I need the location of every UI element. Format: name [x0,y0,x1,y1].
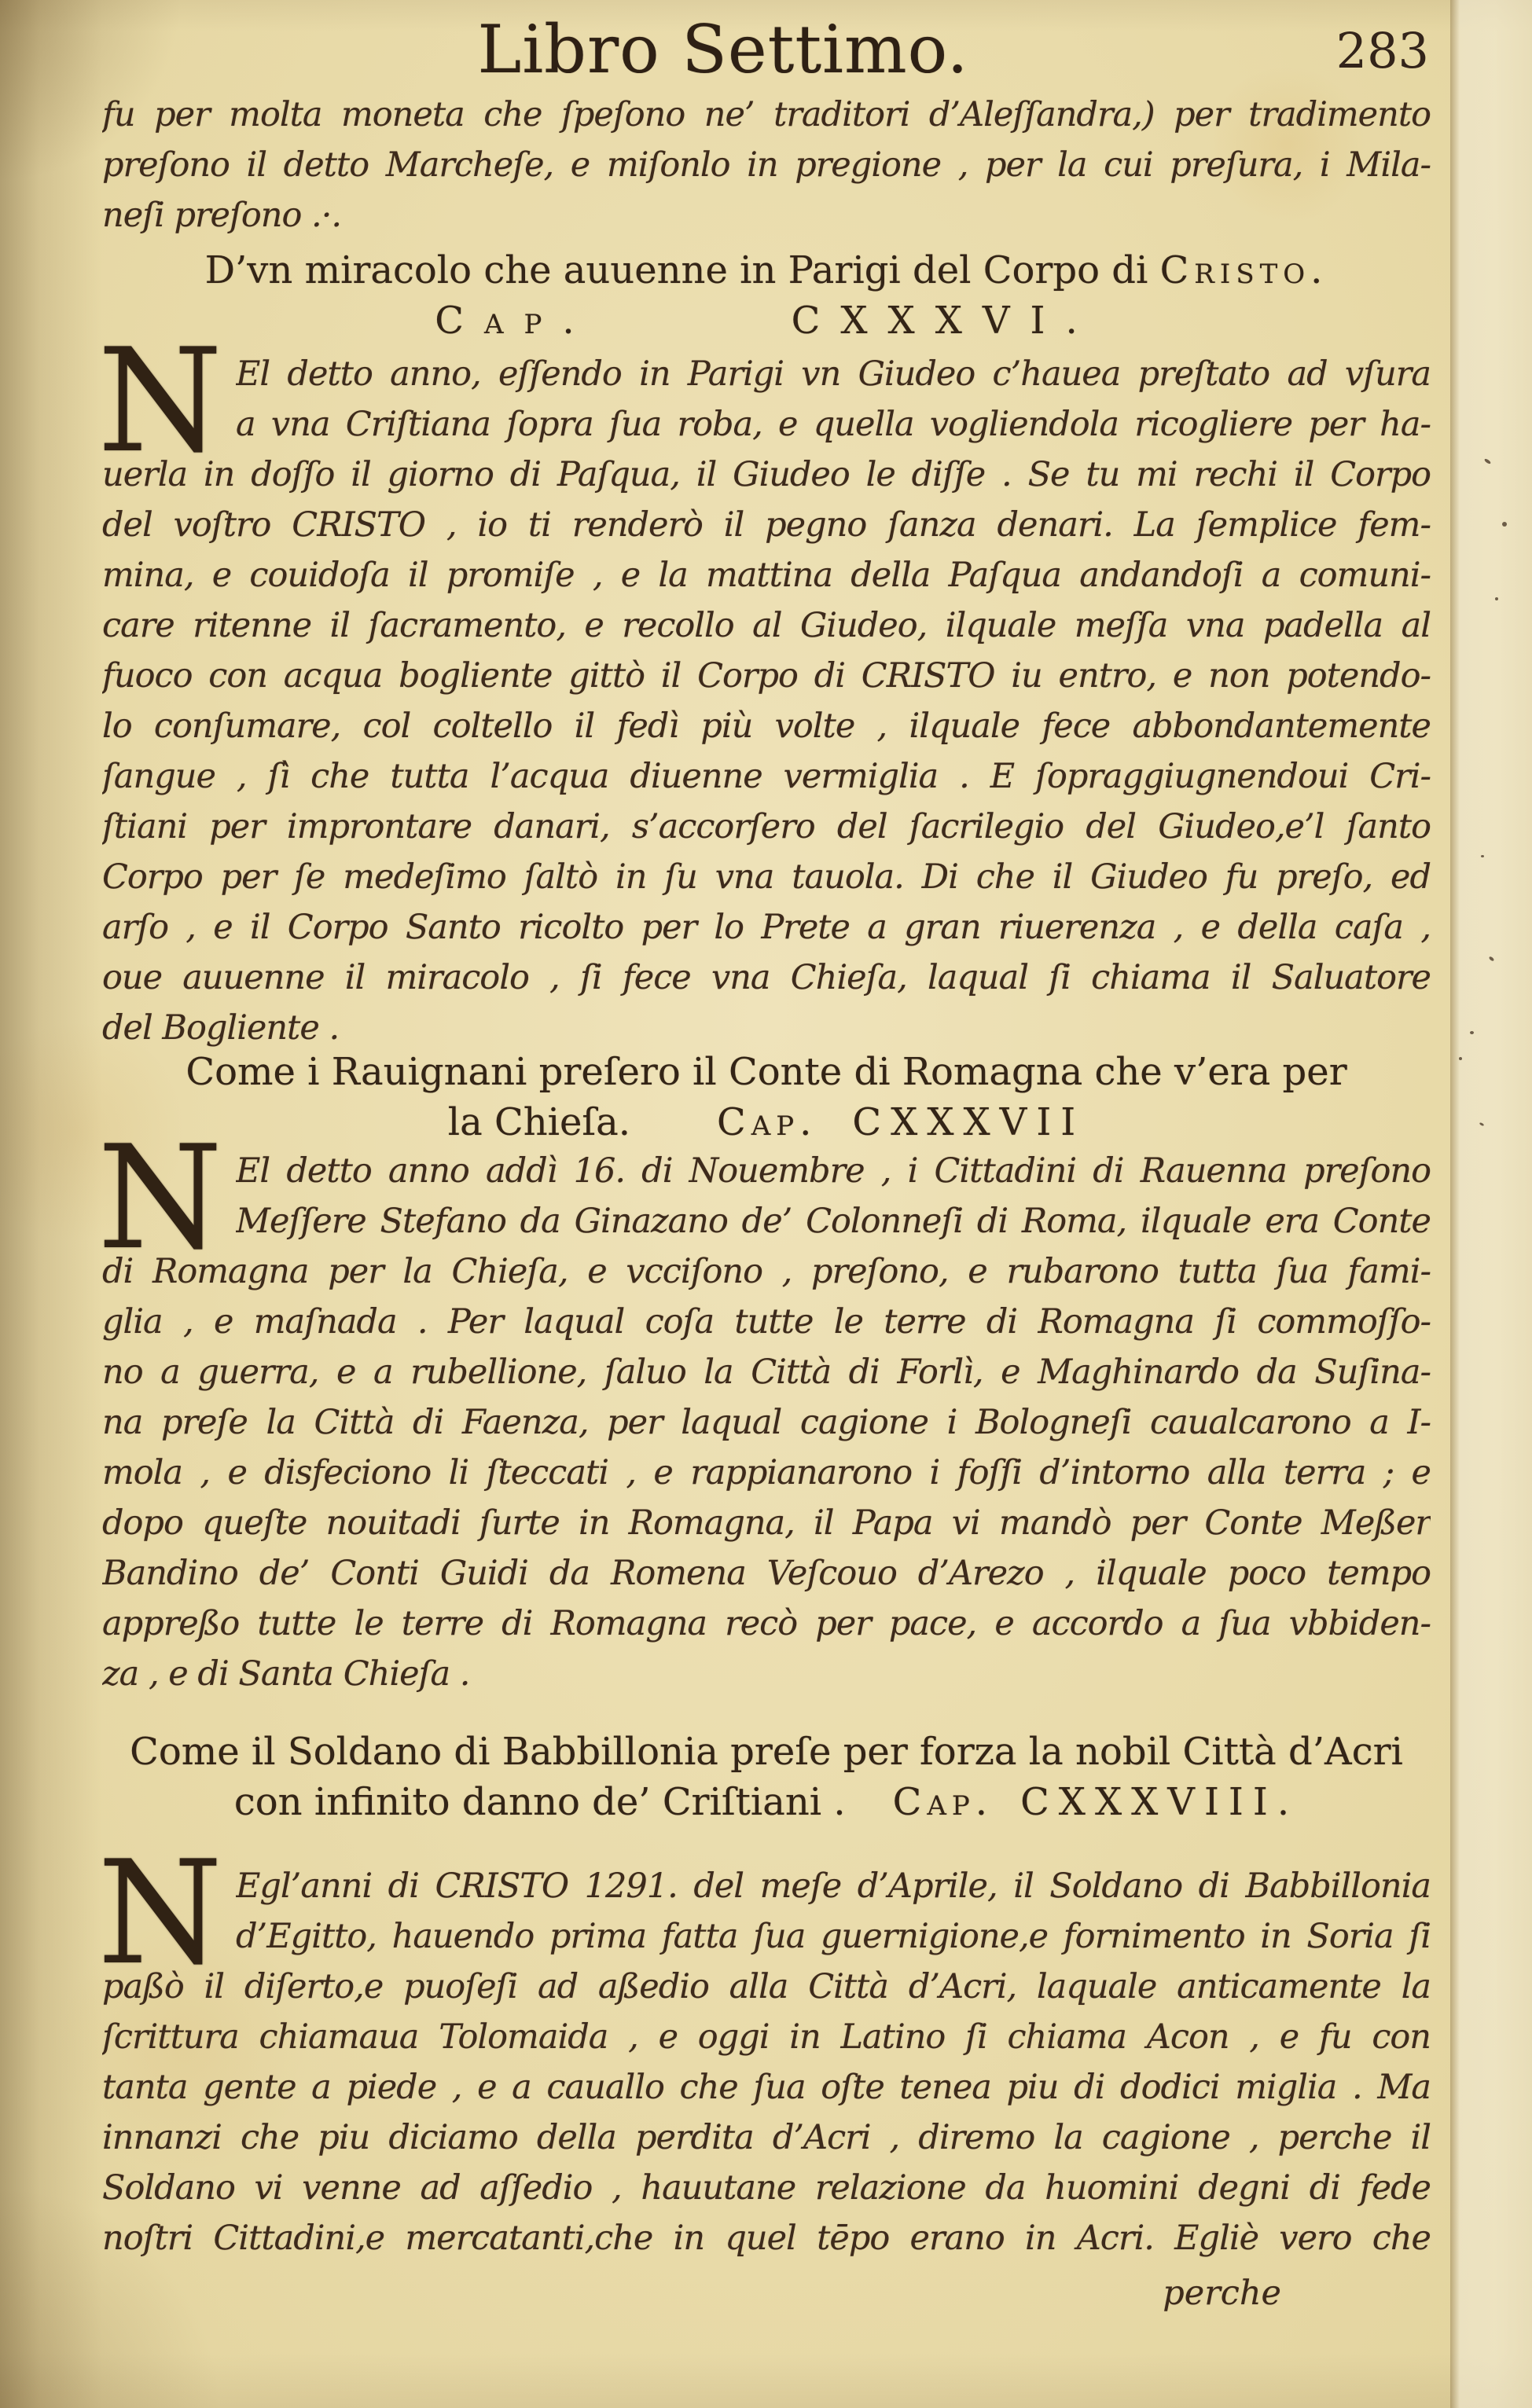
chapter-heading [102,1047,1431,1147]
text-line: Soldano vi venne ad aſſedio , hauutane relazione da huomini degni di fede [102,2168,1431,2208]
text-line: care ritenne il ſacramento, e recollo al Giudeo, ilquale meſſa vna padella al [102,606,1431,645]
section-1 [97,245,1431,1053]
text-line: Meſſere Stefano da Ginazano de’ Colonneſi di Roma, ilquale era Conte [236,1202,1431,1241]
text-line: innanzi che piu diciamo della perdita d’Acri , diremo la cagione , perche il [102,2118,1431,2157]
catchword: perche [1163,2274,1281,2313]
text-line: del voſtro CRISTO , io ti renderò il pegno ſanza denari. La ſemplice fem- [102,505,1431,545]
text-line: El detto anno addì 16. di Nouembre , i Cittadini di Rauenna preſono [236,1151,1431,1191]
drop-cap: N [97,1830,223,1996]
chapter-heading-text: Come i Rauignani preſero il Conte di Romagna che v’era per [186,1050,1347,1094]
book-title: Libro Settimo. [477,11,969,88]
text-line: za , e di Santa Chieſa . [102,1654,470,1694]
text-line: ſangue , ſì che tutta l’acqua diuenne vermiglia . E ſopraggiugnendoui Cri- [102,757,1431,796]
section-0 [102,90,1431,240]
text-line: fu per molta moneta che ſpeſono ne’ traditori d’Aleſſandra,) per tradimento [102,95,1431,134]
text-line: neſi preſono .·. [102,196,342,235]
ink-speck [1481,855,1484,857]
chapter-cap-text: CXXXVIII. [1020,1780,1299,1824]
chapter-heading-text: D’vn miracolo che auuenne in Parigi del Corpo di [204,248,1160,292]
ink-speck [1502,522,1507,527]
paragraph [102,90,1431,240]
text-line: arſo , e il Corpo Santo ricolto per lo Prete a gran riuerenza , e della caſa , [102,908,1431,947]
page-body [97,90,1431,2263]
chapter-heading [102,245,1431,346]
text-line: lo conſumare, col coltello il fedì più volte , ilquale fece abbondantemente [102,707,1431,746]
running-header [102,11,1431,88]
text-line: appreßo tutte le terre di Romagna recò per pace, e accordo a ſua vbbiden- [102,1604,1431,1643]
page-edge [1450,0,1532,2408]
chapter-heading-text: Come il Soldano di Babbillonia preſe per forza la nobil Città d’Acri [130,1730,1403,1774]
chapter-heading-row [102,1727,1431,1777]
chapter-heading-row [102,245,1431,295]
text-line: Egl’anni di CRISTO 1291. del meſe d’Aprile, il Soldano di Babbillonia [236,1867,1431,1906]
chapter-heading [102,1727,1431,1827]
text-line: d’Egitto, hauendo prima fatta ſua guernigione,e fornimento in Soria ſi [236,1917,1431,1956]
text-line: na preſe la Città di Faenza, per laqual cagione i Bologneſi caualcarono a I- [102,1403,1431,1442]
text-line: noſtri Cittadini,e mercatanti,che in quel tēpo erano in Acri. Egliè vero che [102,2219,1431,2258]
chapter-cap-text: Cap. [892,1780,994,1824]
text-line: mola , e disfeciono li ſteccati , e rappianarono i foſſi d’intorno alla terra ; e [102,1453,1431,1492]
chapter-cap-text: CXXXVII [852,1100,1086,1144]
ink-speck [1459,1057,1462,1060]
chapter-heading-row [102,295,1431,346]
text-line: del Bogliente . [102,1008,340,1048]
ink-speck [1495,597,1498,600]
text-line: Corpo per ſe medeſimo ſaltò in ſu vna tauola. Di che il Giudeo fu preſo, ed [102,857,1431,897]
section-3 [97,1727,1431,2263]
chapter-cap-text: Cap. [717,1100,817,1144]
text-line: tanta gente a piede , e a cauallo che ſua oſte tenea piu di dodici miglia . Ma [102,2068,1431,2107]
drop-cap: N [97,1114,223,1281]
section-2 [97,1047,1431,1699]
text-line: di Romagna per la Chieſa, e vcciſono , preſono, e rubarono tutta ſua fami- [102,1252,1431,1291]
text-line: a vna Criſtiana ſopra ſua roba, e quella vogliendola ricogliere per ha- [236,405,1431,444]
text-line: dopo queſte nouitadi ſurte in Romagna, il Papa vi mandò per Conte Meßer [102,1503,1431,1543]
text-line: mina, e couidoſa il promiſe , e la mattina della Paſqua andandoſi a comuni- [102,556,1431,595]
chapter-heading-row [102,1047,1431,1097]
text-line: ſcrittura chiamaua Tolomaida , e oggi in Latino ſi chiama Acon , e fu con [102,2017,1431,2057]
chapter-heading-text: con infinito danno de’ Criſtiani . [233,1780,846,1824]
text-line: ſtiani per improntare danari, s’accorſero del ſacrilegio del Giudeo,e’l ſanto [102,807,1431,846]
text-line: El detto anno, eſſendo in Parigi vn Giudeo c’hauea preſtato ad vſura [236,354,1431,394]
chapter-heading-text: la Chieſa. [447,1100,630,1144]
chapter-cap-text: Cristo. [1159,248,1328,292]
chapter-cap-text: Cap. [435,299,595,343]
text-line: glia , e maſnada . Per laqual coſa tutte le terre di Romagna ſi commoſſo- [102,1302,1431,1342]
chapter-cap-text: CXXXVI. [791,299,1098,343]
paragraph [97,1830,1431,2263]
text-line: preſono il detto Marcheſe, e miſonlo in pregione , per la cui preſura, i Mila- [102,145,1431,185]
chapter-heading-row [102,1097,1431,1147]
drop-cap: N [97,318,223,484]
text-line: no a guerra, e a rubellione, ſaluo la Città di Forlì, e Maghinardo da Suſina- [102,1353,1431,1392]
text-line: oue auuenne il miracolo , ſi fece vna Chieſa, laqual ſi chiama il Saluatore [102,958,1431,997]
ink-speck [1470,1031,1474,1034]
text-line: Bandino de’ Conti Guidi da Romena Veſcouo d’Arezo , ilquale poco tempo [102,1554,1431,1593]
text-column [97,0,1431,2318]
text-line: fuoco con acqua bogliente gittò il Corpo di CRISTO iu entro, e non potendo- [102,656,1431,696]
text-line: uerla in doſſo il giorno di Paſqua, il Giudeo le diſſe . Se tu mi rechi il Corpo [102,455,1431,494]
text-line: paßò il diſerto,e puoſeſi ad aßedio alla Città d’Acri, laquale anticamente la [102,1967,1431,2006]
page-number: 283 [1335,22,1429,79]
chapter-heading-row [102,1777,1431,1827]
